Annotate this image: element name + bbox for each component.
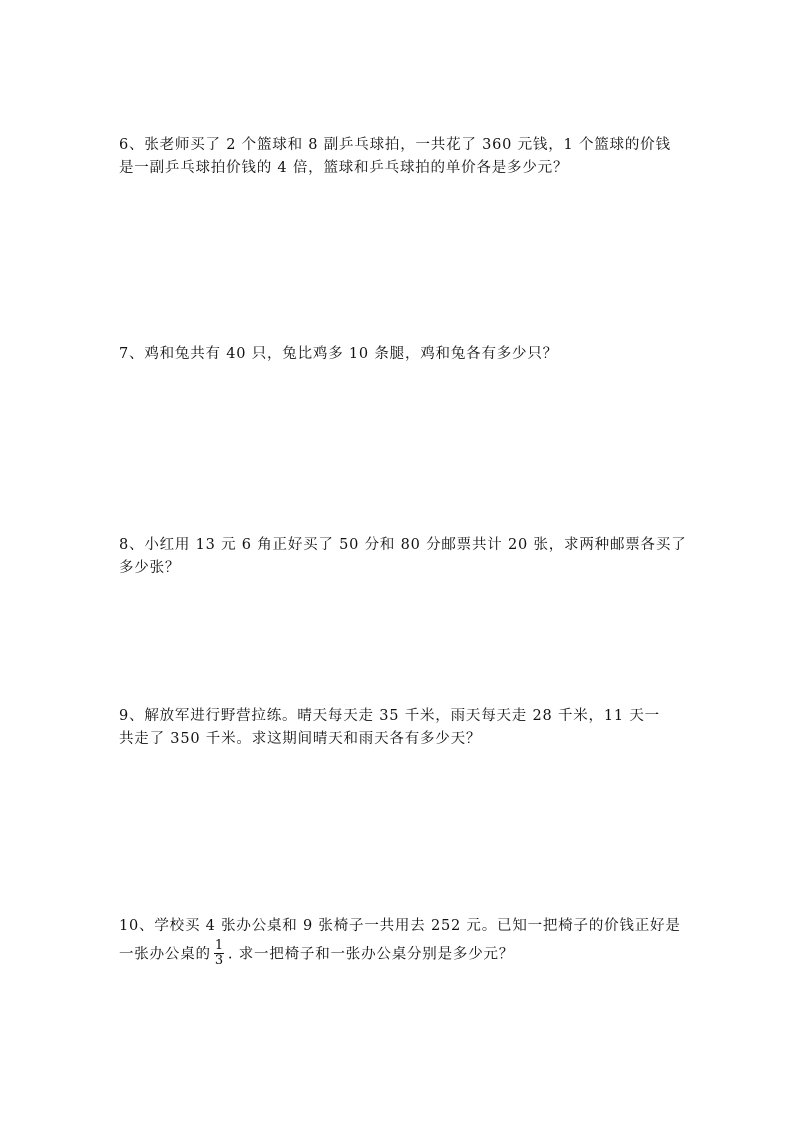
question-8-line-2: 多少张？ xyxy=(119,560,181,576)
question-7-line-1: 7、鸡和兔共有 40 只，兔比鸡多 10 条腿，鸡和兔各有多少只？ xyxy=(119,346,558,362)
question-8 xyxy=(119,534,687,580)
question-6-line-1: 6、张老师买了 2 个篮球和 8 副乒乓球拍，一共花了 360 元钱，1 个篮球的价钱 xyxy=(119,137,671,153)
question-6-line-2: 是一副乒乓球拍价钱的 4 倍，篮球和乒乓球拍的单价各是多少元？ xyxy=(119,160,569,176)
question-7 xyxy=(119,343,679,366)
fraction-numerator: 1 xyxy=(214,938,224,953)
question-6 xyxy=(119,134,679,180)
fraction-one-third xyxy=(213,939,226,968)
question-10 xyxy=(119,915,679,969)
question-10-line-2 xyxy=(119,940,679,969)
question-8-line-1: 8、小红用 13 元 6 角正好买了 50 分和 80 分邮票共计 20 张，求两种邮票各买了 xyxy=(119,537,687,553)
question-9-line-1: 9、解放军进行野营拉练。晴天每天走 35 千米，雨天每天走 28 千米，11 天一 xyxy=(119,708,660,724)
question-10-line-1: 10、学校买 4 张办公桌和 9 张椅子一共用去 252 元。已知一把椅子的价钱正好是 xyxy=(119,918,681,934)
question-10-line-2-after: . 求一把椅子和一张办公桌分别是多少元？ xyxy=(227,946,515,963)
question-10-line-2-before: 一张办公桌的 xyxy=(119,946,211,963)
fraction-denominator: 3 xyxy=(214,953,224,968)
question-9-line-2: 共走了 350 千米。求这期间晴天和雨天各有多少天？ xyxy=(119,731,482,747)
question-9 xyxy=(119,705,679,751)
